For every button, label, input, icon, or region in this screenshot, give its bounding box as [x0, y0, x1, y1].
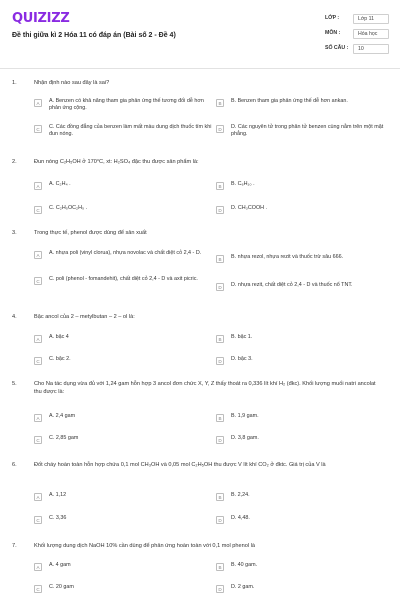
option-a[interactable] [34, 413, 212, 427]
option-c[interactable] [34, 584, 212, 598]
option-text: C. bậc 2. [49, 356, 71, 362]
question-text: Trong thực tế, phenol được dùng để sản xuất [34, 230, 147, 236]
meta-count-value: 10 [353, 44, 389, 54]
option-b[interactable] [216, 334, 388, 348]
meta-count-label: SỐ CÂU : [325, 45, 349, 52]
option-key-box: B [216, 563, 224, 571]
option-key-box: B [216, 182, 224, 190]
option-d[interactable] [216, 584, 388, 598]
option-text: B. 40 gam. [231, 562, 258, 568]
option-text: D. nhựa rezit, chất diệt cỏ 2,4 - D và thuốc nổ TNT. [231, 282, 353, 288]
option-text: C. poli (phenol - fomandehit), chất diệt cỏ 2,4 - D và axit picric. [49, 276, 198, 282]
option-text: C. C₂H₅OC₂H₅ . [49, 205, 88, 211]
option-key-box: A [34, 99, 42, 107]
option-d[interactable] [216, 435, 388, 449]
question-number: 3. [12, 230, 17, 236]
option-a[interactable] [34, 562, 212, 576]
option-key-box: B [216, 99, 224, 107]
option-text: C. Các đồng đẳng của benzen làm mất màu dung dịch thuốc tím khi đun nóng. [49, 124, 212, 138]
option-text: B. Benzen tham gia phản ứng thế dễ hơn ankan. [231, 98, 348, 104]
option-key-box: A [34, 335, 42, 343]
option-key-box: D [216, 125, 224, 133]
option-c[interactable] [34, 205, 212, 219]
document-title: Đề thi giữa kì 2 Hóa 11 có đáp án (Bài số 2 - Đề 4) [12, 32, 176, 39]
option-text: B. bậc 1. [231, 334, 253, 340]
question-number: 7. [12, 543, 17, 549]
question-number: 1. [12, 80, 17, 86]
option-text: B. C₆H₁₀ . [231, 181, 255, 187]
option-text: B. 1,9 gam. [231, 413, 259, 419]
question-2 [12, 159, 388, 219]
option-key-box: D [216, 585, 224, 593]
question-6 [12, 462, 388, 532]
option-key-box: A [34, 493, 42, 501]
option-b[interactable] [216, 98, 388, 112]
meta-subject-label: MÔN : [325, 30, 341, 37]
question-number: 5. [12, 381, 17, 387]
option-key-box: D [216, 516, 224, 524]
option-text: C. 2,85 gam [49, 435, 79, 441]
meta-subject [325, 29, 389, 39]
option-a[interactable] [34, 181, 212, 195]
option-d[interactable] [216, 124, 388, 138]
option-text: A. 4 gam [49, 562, 71, 568]
question-text: Khối lượng dung dịch NaOH 10% cần dùng để phản ứng hoàn toàn với 0,1 mol phenol là [34, 543, 256, 549]
option-text: D. 3,8 gam. [231, 435, 259, 441]
option-text: C. 3,36 [49, 515, 67, 521]
option-key-box: C [34, 206, 42, 214]
option-key-box: D [216, 206, 224, 214]
option-key-box: C [34, 516, 42, 524]
question-text: Đun nóng C₂H₅OH ở 170°C, xt: H₂SO₄ đặc thu được sản phẩm là: [34, 159, 199, 165]
option-b[interactable] [216, 562, 388, 576]
question-number: 4. [12, 314, 17, 320]
question-3 [12, 230, 388, 300]
option-d[interactable] [216, 515, 388, 529]
option-text: D. bậc 3. [231, 356, 253, 362]
option-text: D. Các nguyên tử trong phân tử benzen cùng nằm trên một mặt phẳng. [231, 124, 384, 138]
option-text: A. Benzen có khả năng tham gia phản ứng thế tương đối dễ hơn phản ứng cộng. [49, 98, 204, 112]
option-text: D. CH₃COOH . [231, 205, 268, 211]
meta-class-value: Lớp 11 [353, 14, 389, 24]
option-text: A. C₂H₄ . [49, 181, 71, 187]
option-b[interactable] [216, 492, 388, 506]
option-key-box: B [216, 255, 224, 263]
option-key-box: B [216, 414, 224, 422]
option-key-box: A [34, 414, 42, 422]
option-text: D. 4,48. [231, 515, 250, 521]
option-a[interactable] [34, 98, 212, 112]
option-key-box: A [34, 563, 42, 571]
option-b[interactable] [216, 254, 388, 268]
option-a[interactable] [34, 492, 212, 506]
quizizz-logo: QUIZIZZ [12, 11, 70, 26]
question-4 [12, 314, 388, 370]
question-text: Nhận định nào sau đây là sai? [34, 80, 110, 86]
option-text: A. 1,12 [49, 492, 67, 498]
option-b[interactable] [216, 181, 388, 195]
option-d[interactable] [216, 205, 388, 219]
meta-question-count [325, 44, 389, 54]
option-key-box: C [34, 585, 42, 593]
meta-class-label: LỚP : [325, 15, 340, 22]
page-header [0, 0, 400, 68]
option-text: D. 2 gam. [231, 584, 255, 590]
option-key-box: C [34, 125, 42, 133]
option-key-box: C [34, 277, 42, 285]
option-text: B. 2,24. [231, 492, 250, 498]
option-c[interactable] [34, 124, 212, 138]
option-c[interactable] [34, 435, 212, 449]
option-key-box: D [216, 436, 224, 444]
question-text: Đốt cháy hoàn toàn hỗn hợp chứa 0,1 mol CH₃OH và 0,05 mol C₂H₅OH thu được V lít khí CO₂ ở đktc. Giá trị của V là [34, 462, 326, 468]
question-text: Cho Na tác dụng vừa đủ với 1,24 gam hỗn hợp 3 ancol đơn chức X, Y, Z thấy thoát ra 0,336 lít khí H₂ (đkc). Khối lượng muối natri ancolat thu được là: [34, 381, 376, 395]
option-b[interactable] [216, 413, 388, 427]
question-number: 2. [12, 159, 17, 165]
option-text: B. nhựa rezol, nhựa rezit và thuốc trừ sâu 666. [231, 254, 344, 260]
option-key-box: B [216, 335, 224, 343]
header-divider [0, 68, 400, 69]
option-text: C. 20 gam [49, 584, 74, 590]
question-5 [12, 381, 388, 451]
option-c[interactable] [34, 356, 212, 370]
option-key-box: A [34, 251, 42, 259]
option-c[interactable] [34, 276, 212, 290]
option-key-box: A [34, 182, 42, 190]
option-key-box: C [34, 357, 42, 365]
option-key-box: B [216, 493, 224, 501]
option-text: A. bậc 4 [49, 334, 69, 340]
option-text: A. nhựa poli (vinyl clorua), nhựa novolac và chất diệt cỏ 2,4 - D. [49, 250, 202, 256]
option-a[interactable] [34, 334, 212, 348]
option-key-box: D [216, 357, 224, 365]
meta-subject-value: Hóa học [353, 29, 389, 39]
meta-class [325, 14, 389, 24]
option-d[interactable] [216, 282, 388, 296]
question-7 [12, 543, 388, 599]
question-number: 6. [12, 462, 17, 468]
option-key-box: C [34, 436, 42, 444]
option-a[interactable] [34, 250, 212, 264]
option-d[interactable] [216, 356, 388, 370]
option-c[interactable] [34, 515, 212, 529]
question-text: Bậc ancol của 2 – metylbutan – 2 – ol là: [34, 314, 135, 320]
question-1 [12, 80, 388, 150]
option-key-box: D [216, 283, 224, 291]
option-text: A. 2,4 gam [49, 413, 76, 419]
